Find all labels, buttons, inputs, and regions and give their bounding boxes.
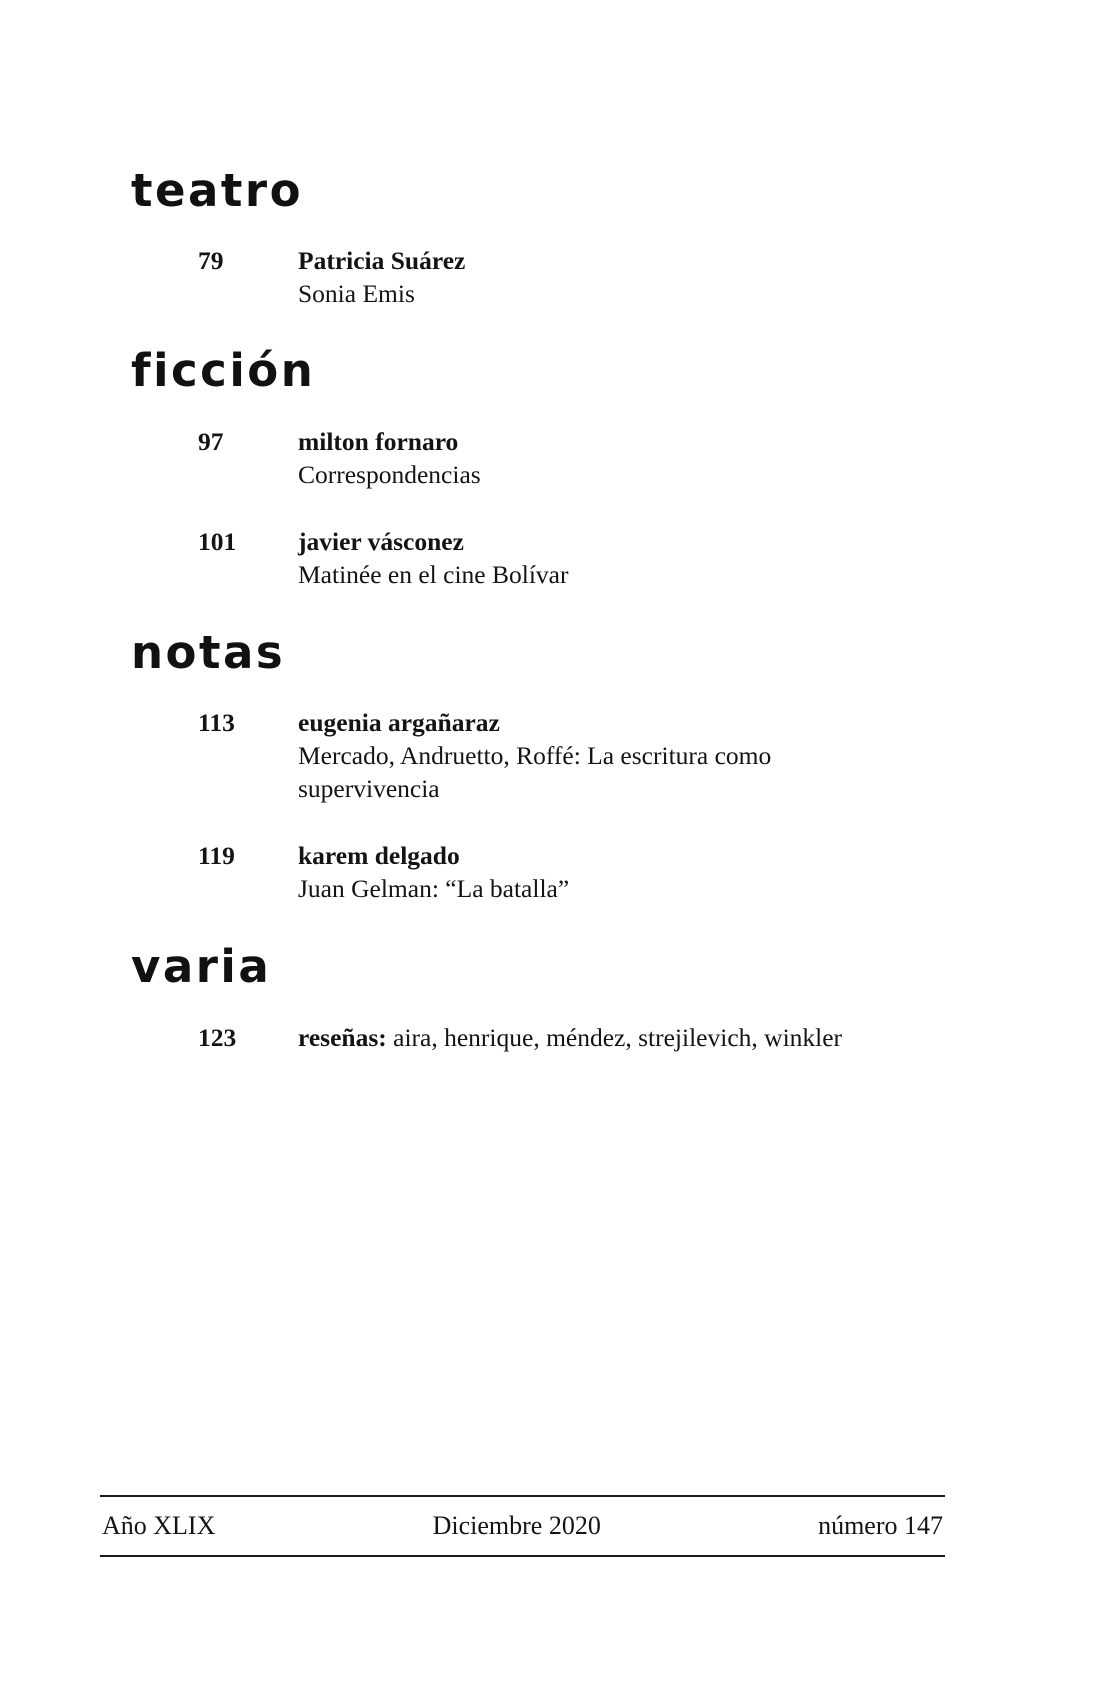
section-heading-notas: notas <box>131 626 286 679</box>
entry-body <box>298 425 918 491</box>
entry-text: aira, henrique, méndez, strejilevich, winkler <box>393 1023 843 1052</box>
page-number: 101 <box>198 527 237 556</box>
footer-year: Año XLIX <box>102 1511 216 1540</box>
page-number: 97 <box>198 427 224 456</box>
entry-body <box>298 1021 918 1054</box>
footer-issue: número 147 <box>818 1511 943 1540</box>
entry-title: Mercado, Andruetto, Roffé: La escritura como supervivencia <box>298 741 772 803</box>
entry-body <box>298 839 918 905</box>
section-heading-ficcion: ficción <box>131 344 316 397</box>
entry-title: Correspondencias <box>298 460 481 489</box>
entry-author: eugenia argañaraz <box>298 708 500 737</box>
entry-title: Sonia Emis <box>298 279 415 308</box>
entry-author: javier vásconez <box>298 527 464 556</box>
entry-title: Juan Gelman: “La batalla” <box>298 874 570 903</box>
entry-author: karem delgado <box>298 841 460 870</box>
toc-entry <box>198 839 918 905</box>
entry-label: reseñas: <box>298 1023 387 1052</box>
entry-body <box>298 706 823 805</box>
page-number: 113 <box>198 708 235 737</box>
entry-body <box>298 525 918 591</box>
entry-title: Matinée en el cine Bolívar <box>298 560 569 589</box>
entry-author: milton fornaro <box>298 427 459 456</box>
entry-body <box>298 244 918 310</box>
page-number: 123 <box>198 1023 237 1052</box>
page-number: 119 <box>198 841 235 870</box>
footer-date: Diciembre 2020 <box>432 1511 601 1540</box>
page-number: 79 <box>198 246 224 275</box>
footer-bottom-rule <box>100 1555 945 1557</box>
toc-entry <box>198 1021 918 1054</box>
footer <box>102 1511 943 1541</box>
toc-entry <box>198 706 918 805</box>
section-heading-varia: varia <box>131 940 272 993</box>
section-heading-teatro: teatro <box>131 164 304 217</box>
toc-entry <box>198 244 918 310</box>
toc-entry <box>198 525 918 591</box>
entry-author: Patricia Suárez <box>298 246 466 275</box>
toc-entry <box>198 425 918 491</box>
footer-top-rule <box>100 1495 945 1497</box>
